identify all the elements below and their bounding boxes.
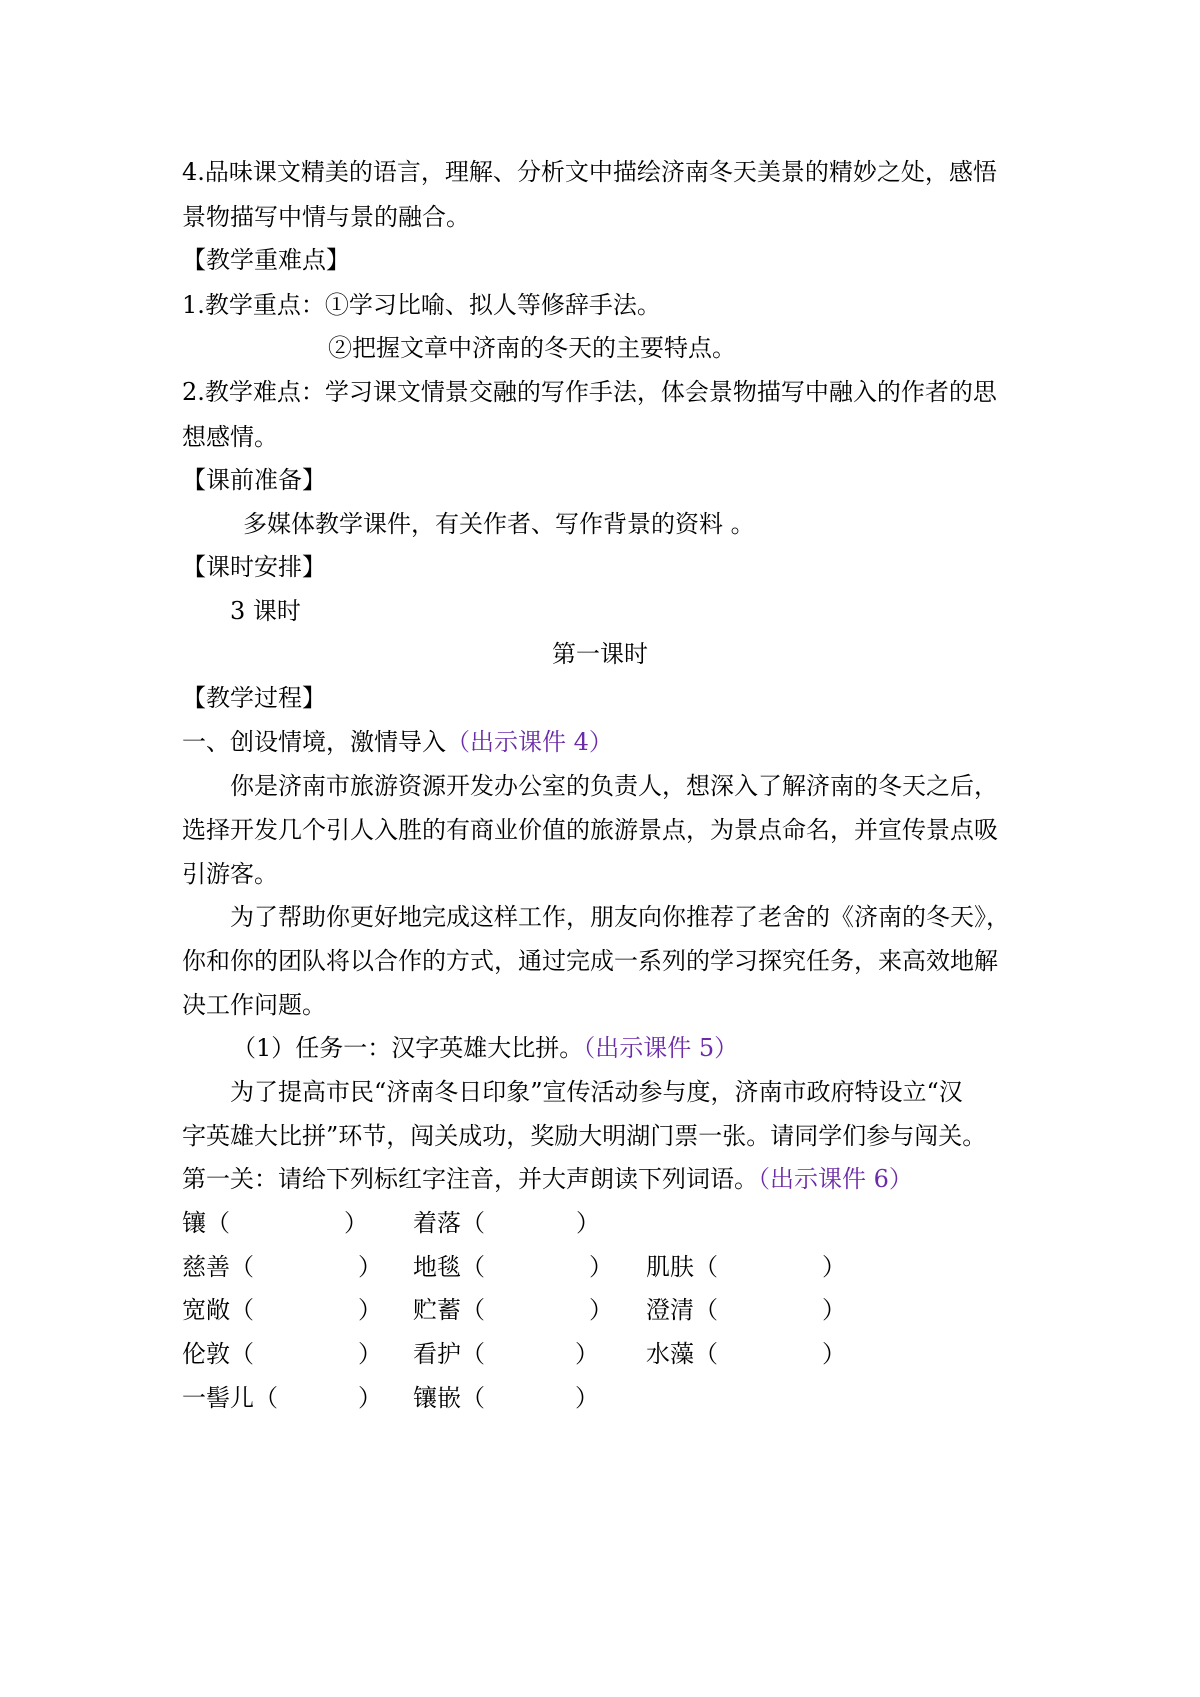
vocab-word: 镶 [182, 1209, 206, 1237]
para-1-line-3: 引游客。 [182, 860, 278, 888]
vocab-item [182, 1250, 254, 1284]
vocab-answer-blank[interactable]: ） [575, 1384, 599, 1412]
keypoint-1-second: ②把握文章中济南的冬天的主要特点。 [328, 334, 736, 362]
section-1-courseware-note: （出示课件 4） [446, 728, 613, 756]
schedule-heading: 【课时安排】 [182, 553, 326, 581]
vocab-word: 伦敦 [182, 1340, 230, 1368]
vocab-open-paren: （ [461, 1340, 485, 1368]
para-3-line-1: 为了提高市民“济南冬日印象”宣传活动参与度，济南市政府特设立“汉 [230, 1078, 963, 1106]
vocab-open-paren: （ [461, 1296, 485, 1324]
objective-4-line-1: 4.品味课文精美的语言，理解、分析文中描绘济南冬天美景的精妙之处，感悟 [182, 158, 997, 186]
para-2-line-1: 为了帮助你更好地完成这样工作，朋友向你推荐了老舍的《济南的冬天》， [230, 903, 1010, 931]
vocab-word: 水藻 [646, 1340, 694, 1368]
vocab-word: 贮蓄 [413, 1296, 461, 1324]
vocab-item [182, 1337, 254, 1371]
vocab-answer-blank[interactable]: ） [589, 1296, 613, 1324]
vocab-word: 着落 [413, 1209, 461, 1237]
vocab-word: 镶嵌 [413, 1384, 461, 1412]
vocab-item [413, 1250, 485, 1284]
para-1-line-2: 选择开发几个引人入胜的有商业价值的旅游景点，为景点命名，并宣传景点吸 [182, 816, 998, 844]
vocab-word: 地毯 [413, 1253, 461, 1281]
vocab-answer-blank[interactable]: ） [358, 1253, 382, 1281]
vocab-item [413, 1293, 485, 1327]
vocab-answer-blank[interactable]: ） [575, 1340, 599, 1368]
vocab-word: 肌肤 [646, 1253, 694, 1281]
vocab-item [413, 1381, 485, 1415]
vocab-answer-blank[interactable]: ） [358, 1340, 382, 1368]
vocab-word: 宽敞 [182, 1296, 230, 1324]
vocab-open-paren: （ [461, 1384, 485, 1412]
vocab-open-paren: （ [694, 1253, 718, 1281]
level-1-line [182, 1162, 1032, 1196]
keypoint-2-line-2: 想感情。 [182, 423, 278, 451]
para-2-line-2: 你和你的团队将以合作的方式，通过完成一系列的学习探究任务，来高效地解 [182, 947, 998, 975]
vocab-item [182, 1381, 278, 1415]
vocab-answer-blank[interactable]: ） [358, 1384, 382, 1412]
vocab-open-paren: （ [206, 1209, 230, 1237]
vocab-item [413, 1337, 485, 1371]
lesson-title: 第一课时 [552, 640, 648, 668]
vocab-open-paren: （ [230, 1340, 254, 1368]
level-1-title: 第一关：请给下列标红字注音，并大声朗读下列词语。 [182, 1165, 758, 1193]
vocab-item [646, 1250, 718, 1284]
vocab-item [182, 1293, 254, 1327]
vocab-item [182, 1206, 230, 1240]
vocab-answer-blank[interactable]: ） [576, 1209, 600, 1237]
para-3-line-2: 字英雄大比拼”环节，闯关成功，奖励大明湖门票一张。请同学们参与闯关。 [182, 1122, 987, 1150]
level-1-courseware-note: （出示课件 6） [758, 1165, 913, 1193]
vocab-open-paren: （ [694, 1296, 718, 1324]
preparation-text: 多媒体教学课件，有关作者、写作背景的资料 。 [243, 510, 755, 538]
vocab-answer-blank[interactable]: ） [589, 1253, 613, 1281]
vocab-answer-blank[interactable]: ） [344, 1209, 368, 1237]
task-1-title: （1）任务一：汉字英雄大比拼。 [232, 1034, 584, 1062]
task-1-courseware-note: （出示课件 5） [583, 1034, 739, 1062]
vocab-open-paren: （ [461, 1253, 485, 1281]
vocab-word: 看护 [413, 1340, 461, 1368]
vocab-answer-blank[interactable]: ） [358, 1296, 382, 1324]
vocab-item [646, 1293, 718, 1327]
vocab-open-paren: （ [254, 1384, 278, 1412]
section-1-title-line [182, 725, 1032, 759]
para-1-line-1: 你是济南市旅游资源开发办公室的负责人，想深入了解济南的冬天之后， [230, 772, 998, 800]
process-heading: 【教学过程】 [182, 684, 326, 712]
section-1-title: 一、创设情境，激情导入 [182, 728, 446, 756]
vocab-answer-blank[interactable]: ） [822, 1340, 846, 1368]
para-2-line-3: 决工作问题。 [182, 991, 326, 1019]
schedule-text: 3 课时 [230, 597, 301, 625]
vocab-open-paren: （ [694, 1340, 718, 1368]
vocab-word: 澄清 [646, 1296, 694, 1324]
vocab-word: 慈善 [182, 1253, 230, 1281]
preparation-heading: 【课前准备】 [182, 466, 326, 494]
vocab-item [413, 1206, 485, 1240]
vocab-item [646, 1337, 718, 1371]
objective-4-line-2: 景物描写中情与景的融合。 [182, 203, 470, 231]
vocab-word: 一髻儿 [182, 1384, 254, 1412]
vocab-open-paren: （ [230, 1296, 254, 1324]
vocab-open-paren: （ [461, 1209, 485, 1237]
keypoint-1: 1.教学重点：①学习比喻、拟人等修辞手法。 [182, 291, 661, 319]
vocab-answer-blank[interactable]: ） [822, 1253, 846, 1281]
vocab-open-paren: （ [230, 1253, 254, 1281]
keypoints-heading: 【教学重难点】 [182, 246, 350, 274]
vocab-answer-blank[interactable]: ） [822, 1296, 846, 1324]
task-1-line [232, 1031, 1082, 1065]
keypoint-2-line-1: 2.教学难点：学习课文情景交融的写作手法，体会景物描写中融入的作者的思 [182, 378, 997, 406]
